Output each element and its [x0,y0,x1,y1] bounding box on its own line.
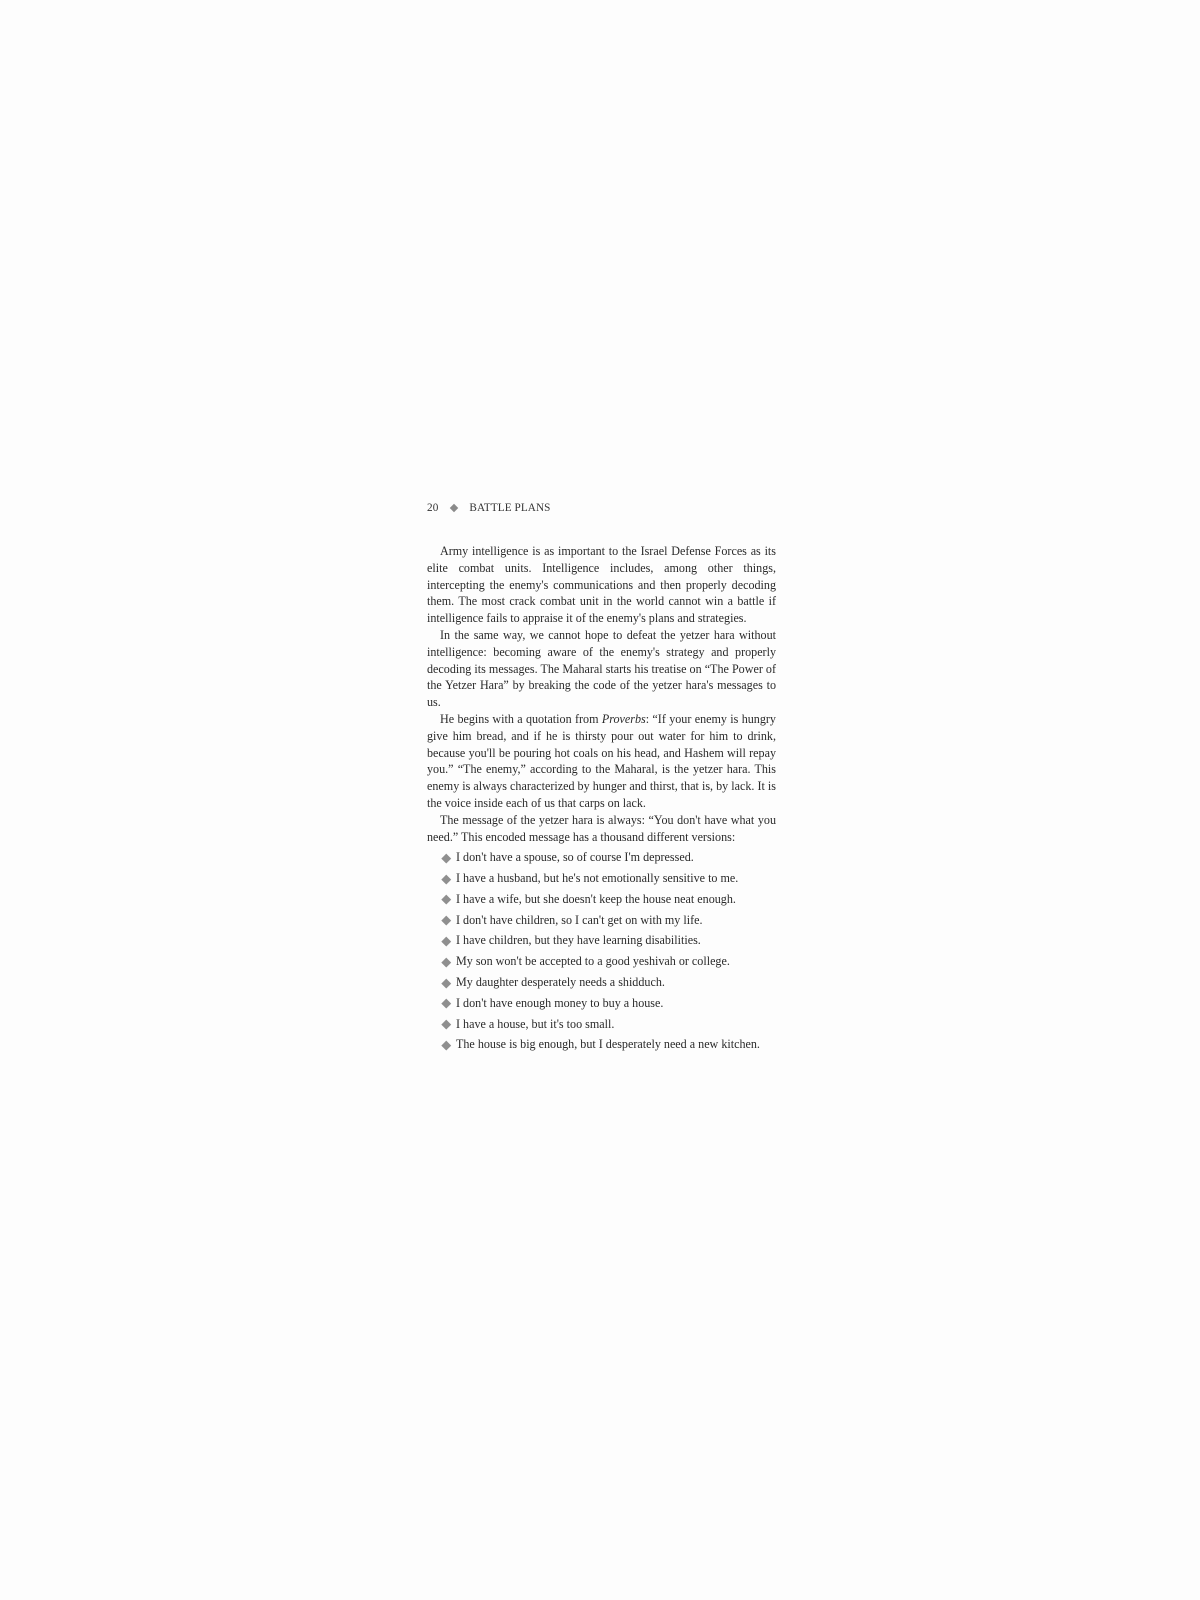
list-item [441,1017,776,1033]
book-title-proverbs: Proverbs [601,711,646,726]
diamond-bullet-icon [442,874,451,883]
diamond-bullet-icon [442,978,451,987]
list-item [441,975,776,991]
list-item-text: I have children, but they have learning disabilities. [456,933,701,948]
list-item-text: The house is big enough, but I desperately need a new kitchen. [456,1037,760,1052]
diamond-bullet-icon [442,937,451,946]
list-item-text: My daughter desperately needs a shidduch. [456,975,665,990]
paragraph-proverbs [427,711,776,812]
list-item-text: I have a husband, but he's not emotionally sensitive to me. [456,871,739,886]
paragraph-text: He begins with a quotation from [440,711,602,726]
list-item [441,913,776,929]
list-item [441,892,776,908]
list-item-text: I don't have a spouse, so of course I'm depressed. [456,850,694,865]
book-page [427,500,776,1058]
list-item-text: I have a house, but it's too small. [456,1016,615,1031]
list-item [441,954,776,970]
list-item-text: I have a wife, but she doesn't keep the house neat enough. [456,891,736,906]
diamond-icon [450,504,458,512]
list-item-text: My son won't be accepted to a good yeshivah or college. [456,954,730,969]
diamond-bullet-icon [442,1041,451,1050]
paragraph-message: The message of the yetzer hara is always: “You don't have what you need.” This encoded message has a thousand different versions: [427,812,776,844]
list-item-text: I don't have enough money to buy a house. [456,995,664,1010]
list-item [441,933,776,949]
diamond-bullet-icon [442,895,451,904]
diamond-bullet-icon [442,853,451,862]
list-item [441,871,776,887]
diamond-bullet-icon [442,916,451,925]
diamond-bullet-icon [442,1020,451,1029]
list-item [441,850,776,866]
diamond-bullet-icon [442,999,451,1008]
page-number: 20 [427,502,439,514]
list-item-text: I don't have children, so I can't get on with my life. [456,912,703,927]
versions-list [427,850,776,1053]
body-text [427,543,776,1053]
paragraph-text: : “If your enemy is hungry give him bread, and if he is thirsty pour out water for him to drink, because you'll be pouring hot coals on his head, and Hashem will repay you.” “The enemy,” according to the Maharal, is the yetzer hara. This enemy is always characterized by hunger and thirst, that is, by lack. It is the voice inside each of us that carps on lack. [427,711,776,810]
paragraph-army-intelligence: Army intelligence is as important to the Israel Defense Forces as its elite combat units. Intelligence includes, among other things, intercepting the enemy's communications and then properly decoding them. The most crack combat unit in the world cannot win a battle if intelligence fails to appraise it of the enemy's plans and strategies. [427,544,776,626]
list-item [441,996,776,1012]
list-item [441,1037,776,1053]
running-head [427,500,776,516]
paragraph-same-way: In the same way, we cannot hope to defeat the yetzer hara without intelligence: becoming aware of the enemy's strategy and properly decoding its messages. The Maharal starts his treatise on “The Power of the Yetzer Hara” by breaking the code of the yetzer hara's messages to us. [427,627,776,710]
diamond-bullet-icon [442,957,451,966]
running-title: BATTLE PLANS [469,502,551,514]
